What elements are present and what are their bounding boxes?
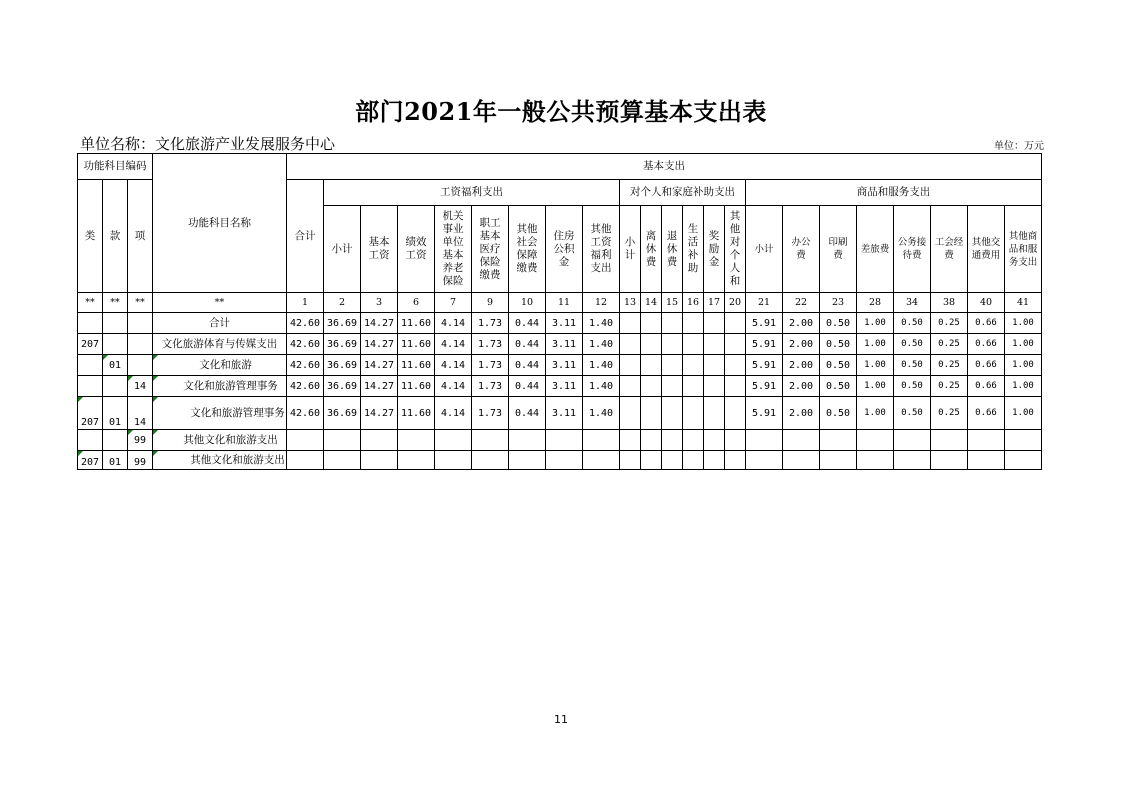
func-name-header: 功能科目名称: [153, 154, 287, 293]
value-cell: [662, 334, 683, 355]
xiang-header: 项: [128, 180, 153, 293]
value-cell: [324, 451, 361, 470]
value-cell: [783, 451, 820, 470]
value-cell: [683, 355, 704, 376]
value-cell: 4.14: [435, 334, 472, 355]
value-cell: 3.11: [546, 313, 583, 334]
code-cell: 41: [1005, 293, 1042, 313]
xiang-cell: 14: [128, 397, 153, 430]
value-cell: [968, 451, 1005, 470]
value-cell: [662, 451, 683, 470]
value-cell: [746, 451, 783, 470]
value-cell: [287, 451, 324, 470]
value-cell: 4.14: [435, 313, 472, 334]
value-cell: 36.69: [324, 355, 361, 376]
code-cell: 2: [324, 293, 361, 313]
value-cell: 2.00: [783, 334, 820, 355]
value-cell: [662, 313, 683, 334]
code-cell: 21: [746, 293, 783, 313]
func-name-cell: 文化旅游体育与传媒支出: [153, 334, 287, 355]
code-cell: **: [78, 293, 103, 313]
value-cell: [968, 430, 1005, 451]
goods-col-header: 其他商 品和服 务支出: [1005, 206, 1042, 293]
value-cell: [620, 451, 641, 470]
value-cell: [361, 451, 398, 470]
value-cell: [620, 376, 641, 397]
kuan-cell: 01: [103, 451, 128, 470]
value-cell: 0.44: [509, 397, 546, 430]
wage-group-header: 工资福利支出: [324, 180, 620, 206]
lei-cell: [78, 376, 103, 397]
value-cell: 0.50: [894, 334, 931, 355]
value-cell: 0.50: [894, 313, 931, 334]
code-cell: 40: [968, 293, 1005, 313]
lei-cell: [78, 355, 103, 376]
value-cell: [641, 430, 662, 451]
value-cell: 1.73: [472, 334, 509, 355]
value-cell: [472, 430, 509, 451]
table-row: [78, 334, 1042, 355]
goods-col-header: 工会经 费: [931, 206, 968, 293]
xiang-cell: [128, 313, 153, 334]
value-cell: [683, 397, 704, 430]
unit-label: 单位：万元: [994, 141, 1044, 152]
wage-col-header: 住房 公积 金: [546, 206, 583, 293]
value-cell: 3.11: [546, 376, 583, 397]
goods-col-header: 印刷 费: [820, 206, 857, 293]
value-cell: [662, 376, 683, 397]
xiang-cell: [128, 355, 153, 376]
value-cell: 1.73: [472, 376, 509, 397]
wage-col-header: 小计: [324, 206, 361, 293]
func-name-cell: 合计: [153, 313, 287, 334]
value-cell: [725, 334, 746, 355]
value-cell: 2.00: [783, 355, 820, 376]
value-cell: [662, 430, 683, 451]
code-cell: **: [128, 293, 153, 313]
value-cell: [435, 451, 472, 470]
value-cell: 0.25: [931, 313, 968, 334]
table-row: [78, 355, 1042, 376]
value-cell: 0.25: [931, 376, 968, 397]
table-row: [78, 430, 1042, 451]
value-cell: [683, 376, 704, 397]
value-cell: [931, 430, 968, 451]
xiang-cell: 14: [128, 376, 153, 397]
value-cell: [620, 355, 641, 376]
code-cell: 23: [820, 293, 857, 313]
value-cell: 1.00: [857, 397, 894, 430]
value-cell: 0.44: [509, 313, 546, 334]
code-cell: 11: [546, 293, 583, 313]
code-cell: 9: [472, 293, 509, 313]
value-cell: 42.60: [287, 313, 324, 334]
value-cell: [641, 313, 662, 334]
personal-col-header: 其 他 对 个 人 和: [725, 206, 746, 293]
value-cell: 11.60: [398, 313, 435, 334]
value-cell: 42.60: [287, 355, 324, 376]
value-cell: [546, 451, 583, 470]
wage-col-header: 机关 事业 单位 基本 养老 保险: [435, 206, 472, 293]
value-cell: 14.27: [361, 397, 398, 430]
value-cell: 5.91: [746, 334, 783, 355]
value-cell: [725, 376, 746, 397]
value-cell: 0.50: [894, 355, 931, 376]
value-cell: [725, 430, 746, 451]
value-cell: [1005, 430, 1042, 451]
table-row: [78, 313, 1042, 334]
value-cell: [704, 376, 725, 397]
value-cell: 36.69: [324, 313, 361, 334]
code-cell: **: [153, 293, 287, 313]
value-cell: 0.44: [509, 355, 546, 376]
value-cell: 2.00: [783, 313, 820, 334]
lei-cell: [78, 430, 103, 451]
value-cell: 3.11: [546, 355, 583, 376]
value-cell: [361, 430, 398, 451]
value-cell: [683, 313, 704, 334]
value-cell: [704, 397, 725, 430]
value-cell: 0.50: [820, 397, 857, 430]
value-cell: [620, 430, 641, 451]
value-cell: 0.66: [968, 397, 1005, 430]
value-cell: 5.91: [746, 355, 783, 376]
value-cell: [509, 430, 546, 451]
personal-col-header: 小 计: [620, 206, 641, 293]
value-cell: 3.11: [546, 334, 583, 355]
func-name-cell: 文化和旅游管理事务: [153, 376, 287, 397]
code-cell: 1: [287, 293, 324, 313]
value-cell: [620, 313, 641, 334]
value-cell: 4.14: [435, 355, 472, 376]
value-cell: [704, 334, 725, 355]
value-cell: 14.27: [361, 313, 398, 334]
value-cell: 1.73: [472, 397, 509, 430]
value-cell: [287, 430, 324, 451]
basic-exp-header: 基本支出: [287, 154, 1042, 180]
value-cell: [683, 430, 704, 451]
code-cell: **: [103, 293, 128, 313]
kuan-header: 款: [103, 180, 128, 293]
code-cell: 12: [583, 293, 620, 313]
value-cell: [683, 334, 704, 355]
xiang-cell: 99: [128, 451, 153, 470]
value-cell: 2.00: [783, 397, 820, 430]
value-cell: 5.91: [746, 397, 783, 430]
value-cell: [725, 313, 746, 334]
value-cell: 4.14: [435, 376, 472, 397]
lei-header: 类: [78, 180, 103, 293]
value-cell: [662, 355, 683, 376]
personal-group-header: 对个人和家庭补助支出: [620, 180, 746, 206]
value-cell: 0.50: [820, 355, 857, 376]
value-cell: [398, 430, 435, 451]
code-cell: 28: [857, 293, 894, 313]
value-cell: 36.69: [324, 397, 361, 430]
value-cell: 11.60: [398, 334, 435, 355]
code-cell: 20: [725, 293, 746, 313]
table-row: [78, 397, 1042, 430]
value-cell: 0.25: [931, 334, 968, 355]
wage-col-header: 其他 社会 保障 缴费: [509, 206, 546, 293]
wage-col-header: 基本 工资: [361, 206, 398, 293]
value-cell: 1.40: [583, 334, 620, 355]
value-cell: [620, 334, 641, 355]
value-cell: 1.00: [1005, 376, 1042, 397]
value-cell: [435, 430, 472, 451]
value-cell: [820, 451, 857, 470]
value-cell: 42.60: [287, 376, 324, 397]
code-cell: 34: [894, 293, 931, 313]
value-cell: 0.66: [968, 334, 1005, 355]
value-cell: 1.40: [583, 376, 620, 397]
personal-col-header: 离 休 费: [641, 206, 662, 293]
value-cell: 14.27: [361, 355, 398, 376]
goods-col-header: 办公 费: [783, 206, 820, 293]
value-cell: 1.73: [472, 313, 509, 334]
lei-cell: 207: [78, 397, 103, 430]
value-cell: 1.00: [1005, 397, 1042, 430]
value-cell: 0.25: [931, 397, 968, 430]
value-cell: 42.60: [287, 397, 324, 430]
value-cell: 36.69: [324, 334, 361, 355]
value-cell: [857, 430, 894, 451]
page-number: 11: [554, 713, 568, 726]
func-name-cell: 其他文化和旅游支出: [153, 430, 287, 451]
value-cell: [725, 397, 746, 430]
budget-table: [77, 153, 1042, 470]
value-cell: [1005, 451, 1042, 470]
value-cell: [641, 334, 662, 355]
personal-col-header: 奖 励 金: [704, 206, 725, 293]
lei-cell: [78, 313, 103, 334]
value-cell: 0.44: [509, 334, 546, 355]
value-cell: 1.00: [1005, 334, 1042, 355]
value-cell: 3.11: [546, 397, 583, 430]
value-cell: 1.40: [583, 397, 620, 430]
value-cell: [398, 451, 435, 470]
value-cell: [820, 430, 857, 451]
value-cell: 5.91: [746, 376, 783, 397]
value-cell: [931, 451, 968, 470]
value-cell: [620, 397, 641, 430]
total-header: 合计: [287, 180, 324, 293]
kuan-cell: 01: [103, 355, 128, 376]
table-row: [78, 376, 1042, 397]
code-cell: 14: [641, 293, 662, 313]
value-cell: [641, 355, 662, 376]
goods-col-header: 差旅费: [857, 206, 894, 293]
value-cell: 1.40: [583, 313, 620, 334]
lei-cell: 207: [78, 451, 103, 470]
value-cell: [783, 430, 820, 451]
func-name-cell: 文化和旅游管理事务: [153, 397, 287, 430]
unit-name: 单位名称：文化旅游产业发展服务中心: [80, 135, 336, 153]
value-cell: 2.00: [783, 376, 820, 397]
func-code-header: 功能科目编码: [78, 154, 153, 180]
personal-col-header: 退 休 费: [662, 206, 683, 293]
value-cell: [704, 451, 725, 470]
lei-cell: 207: [78, 334, 103, 355]
value-cell: [857, 451, 894, 470]
value-cell: [725, 451, 746, 470]
value-cell: 0.25: [931, 355, 968, 376]
value-cell: 14.27: [361, 376, 398, 397]
value-cell: [641, 397, 662, 430]
code-cell: 38: [931, 293, 968, 313]
value-cell: 0.50: [820, 313, 857, 334]
value-cell: 42.60: [287, 334, 324, 355]
kuan-cell: [103, 430, 128, 451]
personal-col-header: 生 活 补 助: [683, 206, 704, 293]
value-cell: [894, 430, 931, 451]
page-title: 部门2021年一般公共预算基本支出表: [355, 97, 767, 126]
value-cell: [725, 355, 746, 376]
kuan-cell: [103, 313, 128, 334]
value-cell: 5.91: [746, 313, 783, 334]
value-cell: 1.40: [583, 355, 620, 376]
code-cell: 15: [662, 293, 683, 313]
code-cell: 6: [398, 293, 435, 313]
value-cell: 0.66: [968, 313, 1005, 334]
value-cell: [324, 430, 361, 451]
value-cell: [583, 430, 620, 451]
value-cell: 11.60: [398, 397, 435, 430]
wage-col-header: 其他 工资 福利 支出: [583, 206, 620, 293]
value-cell: 0.66: [968, 376, 1005, 397]
value-cell: 4.14: [435, 397, 472, 430]
value-cell: 0.50: [820, 334, 857, 355]
value-cell: [546, 430, 583, 451]
value-cell: [583, 451, 620, 470]
code-cell: 16: [683, 293, 704, 313]
value-cell: 14.27: [361, 334, 398, 355]
goods-col-header: 其他交 通费用: [968, 206, 1005, 293]
value-cell: [641, 376, 662, 397]
value-cell: 0.44: [509, 376, 546, 397]
code-cell: 7: [435, 293, 472, 313]
value-cell: [509, 451, 546, 470]
value-cell: [683, 451, 704, 470]
func-name-cell: 文化和旅游: [153, 355, 287, 376]
code-cell: 13: [620, 293, 641, 313]
value-cell: 0.50: [820, 376, 857, 397]
value-cell: 1.00: [1005, 313, 1042, 334]
value-cell: 11.60: [398, 355, 435, 376]
goods-col-header: 公务接 待费: [894, 206, 931, 293]
wage-col-header: 职工 基本 医疗 保险 缴费: [472, 206, 509, 293]
value-cell: [704, 313, 725, 334]
goods-col-header: 小计: [746, 206, 783, 293]
value-cell: 1.00: [857, 355, 894, 376]
value-cell: 36.69: [324, 376, 361, 397]
goods-group-header: 商品和服务支出: [746, 180, 1042, 206]
xiang-cell: 99: [128, 430, 153, 451]
value-cell: 1.00: [857, 313, 894, 334]
value-cell: [704, 355, 725, 376]
value-cell: 0.50: [894, 376, 931, 397]
kuan-cell: 01: [103, 397, 128, 430]
code-cell: 3: [361, 293, 398, 313]
value-cell: 0.50: [894, 397, 931, 430]
wage-col-header: 绩效 工资: [398, 206, 435, 293]
value-cell: [746, 430, 783, 451]
kuan-cell: [103, 376, 128, 397]
value-cell: 1.73: [472, 355, 509, 376]
value-cell: [894, 451, 931, 470]
table-row: [78, 451, 1042, 470]
code-cell: 17: [704, 293, 725, 313]
xiang-cell: [128, 334, 153, 355]
value-cell: 1.00: [1005, 355, 1042, 376]
kuan-cell: [103, 334, 128, 355]
value-cell: 11.60: [398, 376, 435, 397]
value-cell: [662, 397, 683, 430]
value-cell: 0.66: [968, 355, 1005, 376]
func-name-cell: 其他文化和旅游支出: [153, 451, 287, 470]
code-cell: 22: [783, 293, 820, 313]
code-cell: 10: [509, 293, 546, 313]
value-cell: 1.00: [857, 334, 894, 355]
value-cell: [472, 451, 509, 470]
value-cell: [704, 430, 725, 451]
value-cell: [641, 451, 662, 470]
value-cell: 1.00: [857, 376, 894, 397]
